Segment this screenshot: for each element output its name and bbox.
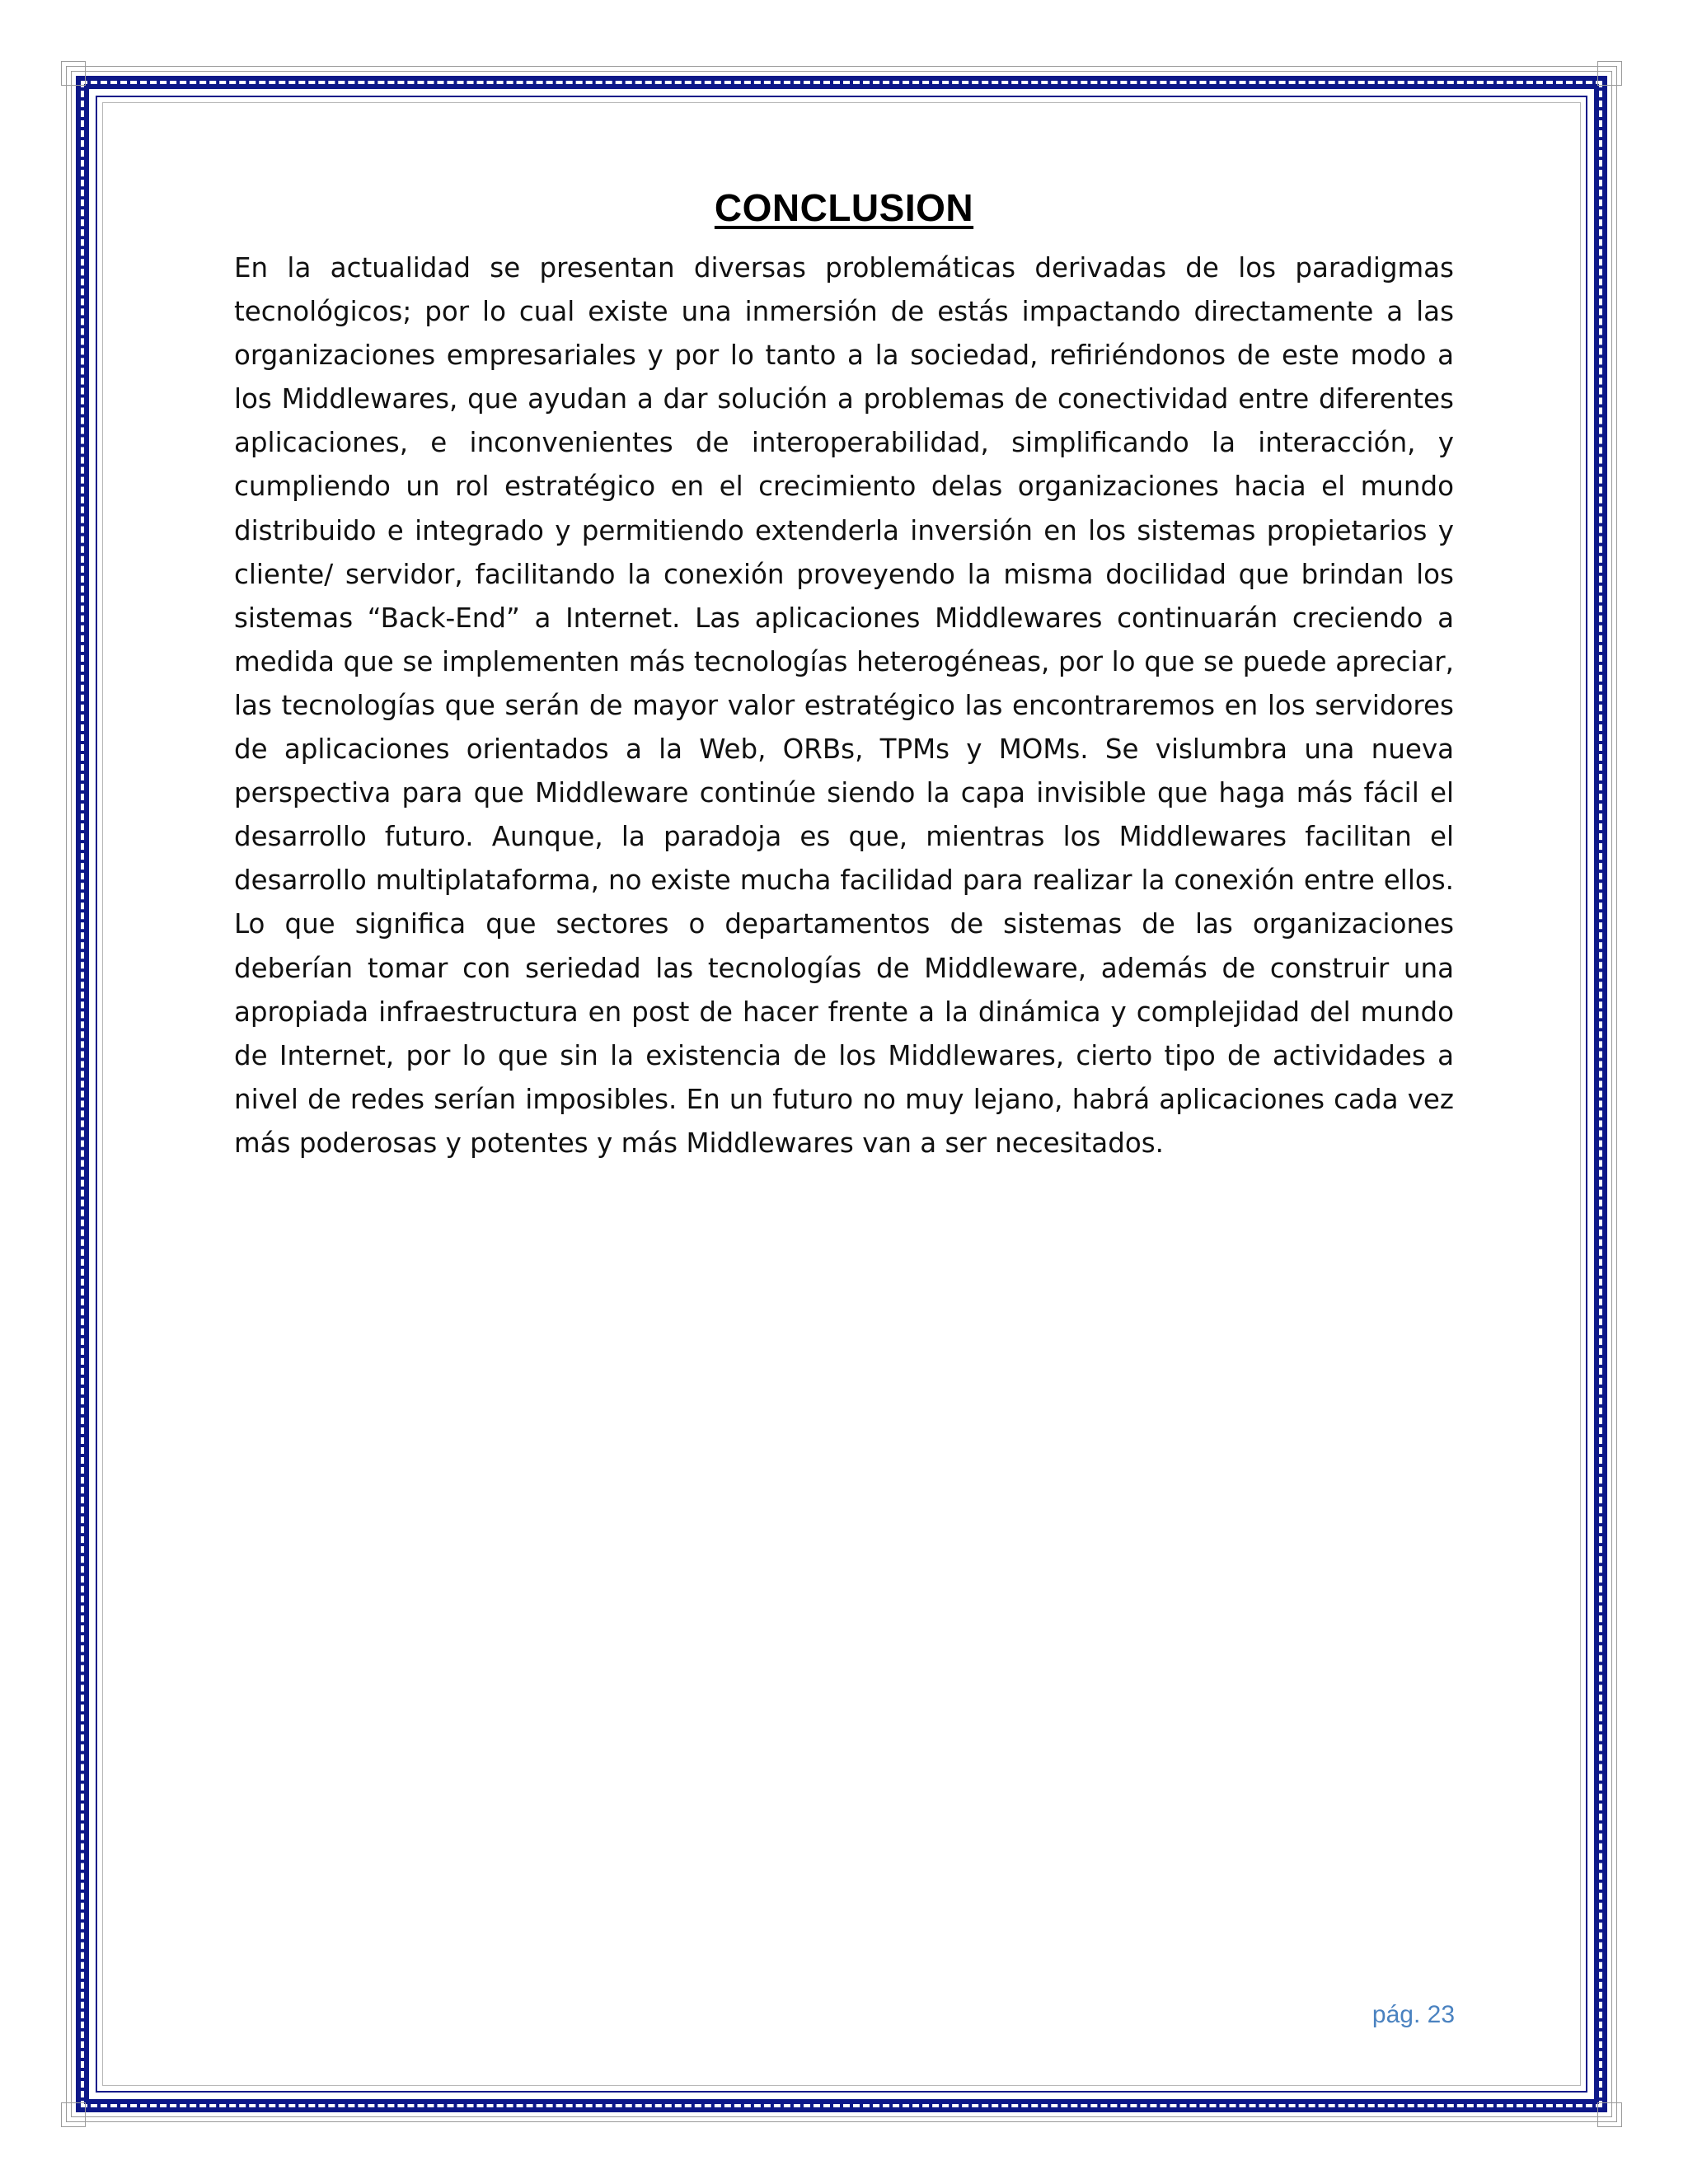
border-corner-top-left — [61, 61, 86, 86]
border-corner-bottom-right — [1597, 2102, 1622, 2127]
page-title: CONCLUSION — [714, 186, 974, 229]
body-paragraph: En la actualidad se presentan diversas problemáticas derivadas de los paradigmas tecnológicos; por lo cual existe una inmersión de estás impactando directamente a las organizaciones empresariales y por lo tanto a la sociedad, refiriéndonos de este modo a los Middlewares, que ayudan a dar solución a problemas de conectividad entre diferentes aplicaciones, e inconvenientes de interoperabilidad, simplificando la interacción, y cumpliendo un rol estratégico en el crecimiento delas organizaciones hacia el mundo distribuido e integrado y permitiendo extenderla inversión en los sistemas propietarios y cliente/ servidor, facilitando la conexión proveyendo la misma docilidad que brindan los sistemas “Back-End” a Internet. Las aplicaciones Middlewares continuarán creciendo a medida que se implementen más tecnologías heterogéneas, por lo que se puede apreciar, las tecnologías que serán de mayor valor estratégico las encontraremos en los servidores de aplicaciones orientados a la Web, ORBs, TPMs y MOMs. Se vislumbra una nueva perspectiva para que Middleware continúe siendo la capa invisible que haga más fácil el desarrollo futuro. Aunque, la paradoja es que, mientras los Middlewares facilitan el desarrollo multiplataforma, no existe mucha facilidad para realizar la conexión entre ellos. Lo que significa que sectores o departamentos de sistemas de las organizaciones deberían tomar con seriedad las tecnologías de Middleware, además de construir una apropiada infraestructura en post de hacer frente a la dinámica y complejidad del mundo de Internet, por lo que sin la existencia de los Middlewares, cierto tipo de actividades a nivel de redes serían imposibles. En un futuro no muy lejano, habrá aplicaciones cada vez más poderosas y potentes y más Middlewares van a ser necesitados. — [234, 252, 1454, 1159]
border-corner-bottom-left — [61, 2102, 86, 2127]
page-content — [234, 185, 1454, 1165]
page-number: pág. 23 — [1372, 2001, 1455, 2028]
border-corner-top-right — [1597, 61, 1622, 86]
